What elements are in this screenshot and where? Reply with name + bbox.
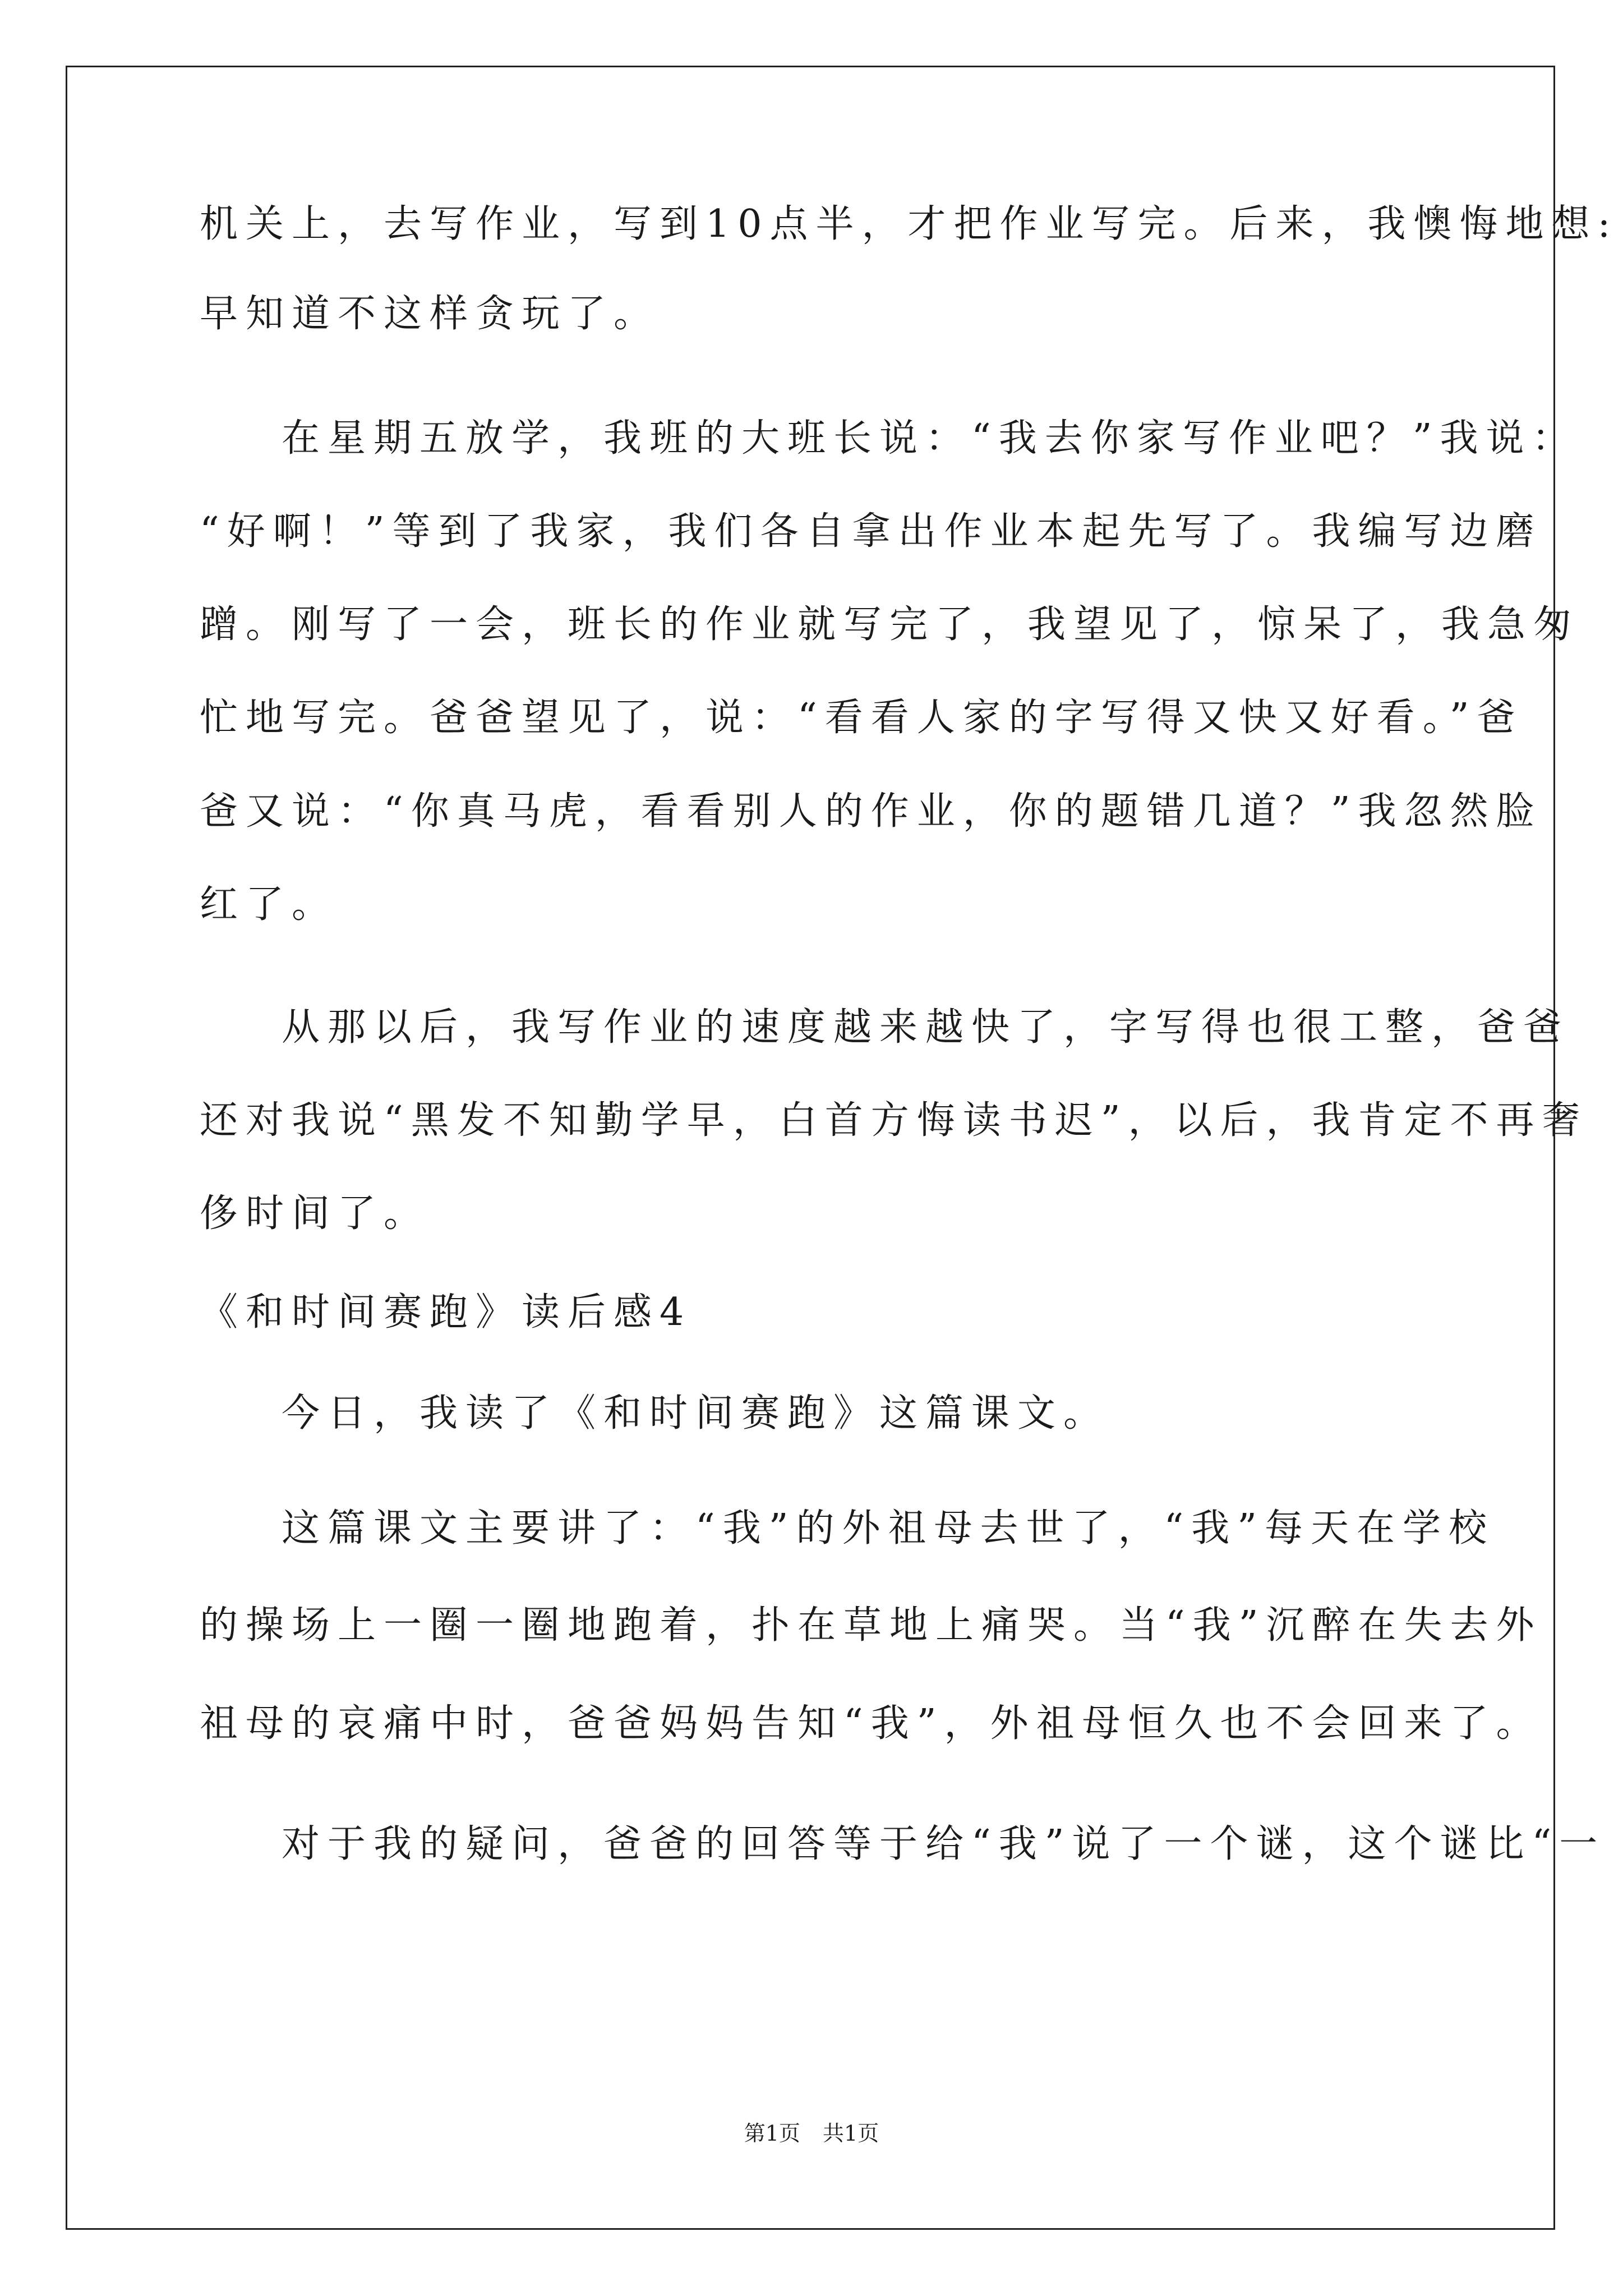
text-line: 爸又说：“你真马虎，看看别人的作业，你的题错几道？”我忽然脸 xyxy=(200,789,1542,834)
page-number: 第1页 xyxy=(744,2121,800,2146)
paragraph-start-line: 这篇课文主要讲了：“我”的外祖母去世了，“我”每天在学校 xyxy=(282,1506,1495,1550)
text-line: 红了。 xyxy=(200,882,338,927)
text-line: 早知道不这样贪玩了。 xyxy=(200,292,660,336)
text-line: 蹭。刚写了一会，班长的作业就写完了，我望见了，惊呆了，我急匆 xyxy=(200,602,1580,647)
paragraph-start-line: 从那以后，我写作业的速度越来越快了，字写得也很工整，爸爸 xyxy=(282,1005,1570,1050)
text-line: 的操场上一圈一圈地跑着，扑在草地上痛哭。当“我”沉醉在失去外 xyxy=(200,1603,1542,1648)
page-border xyxy=(66,66,1555,2230)
paragraph-start-line: 对于我的疑问，爸爸的回答等于给“我”说了一个谜，这个谜比“一 xyxy=(282,1822,1606,1866)
page-footer xyxy=(0,2119,1623,2147)
text-line: “好啊！”等到了我家，我们各自拿出作业本起先写了。我编写边磨 xyxy=(200,509,1542,554)
page-total: 共1页 xyxy=(823,2121,879,2146)
text-line: 侈时间了。 xyxy=(200,1191,430,1236)
paragraph-start-line: 在星期五放学，我班的大班长说：“我去你家写作业吧？”我说： xyxy=(282,416,1578,461)
section-heading: 《和时间赛跑》读后感4 xyxy=(200,1290,692,1335)
text-line: 还对我说“黑发不知勤学早，白首方悔读书迟”，以后，我肯定不再奢 xyxy=(200,1098,1588,1143)
text-line: 机关上，去写作业，写到10点半，才把作业写完。后来，我懊悔地想: xyxy=(200,202,1619,246)
text-line: 忙地写完。爸爸望见了，说：“看看人家的字写得又快又好看。”爸 xyxy=(200,696,1523,740)
paragraph-start-line: 今日，我读了《和时间赛跑》这篇课文。 xyxy=(282,1391,1110,1435)
text-line: 祖母的哀痛中时，爸爸妈妈告知“我”，外祖母恒久也不会回来了。 xyxy=(200,1701,1542,1746)
